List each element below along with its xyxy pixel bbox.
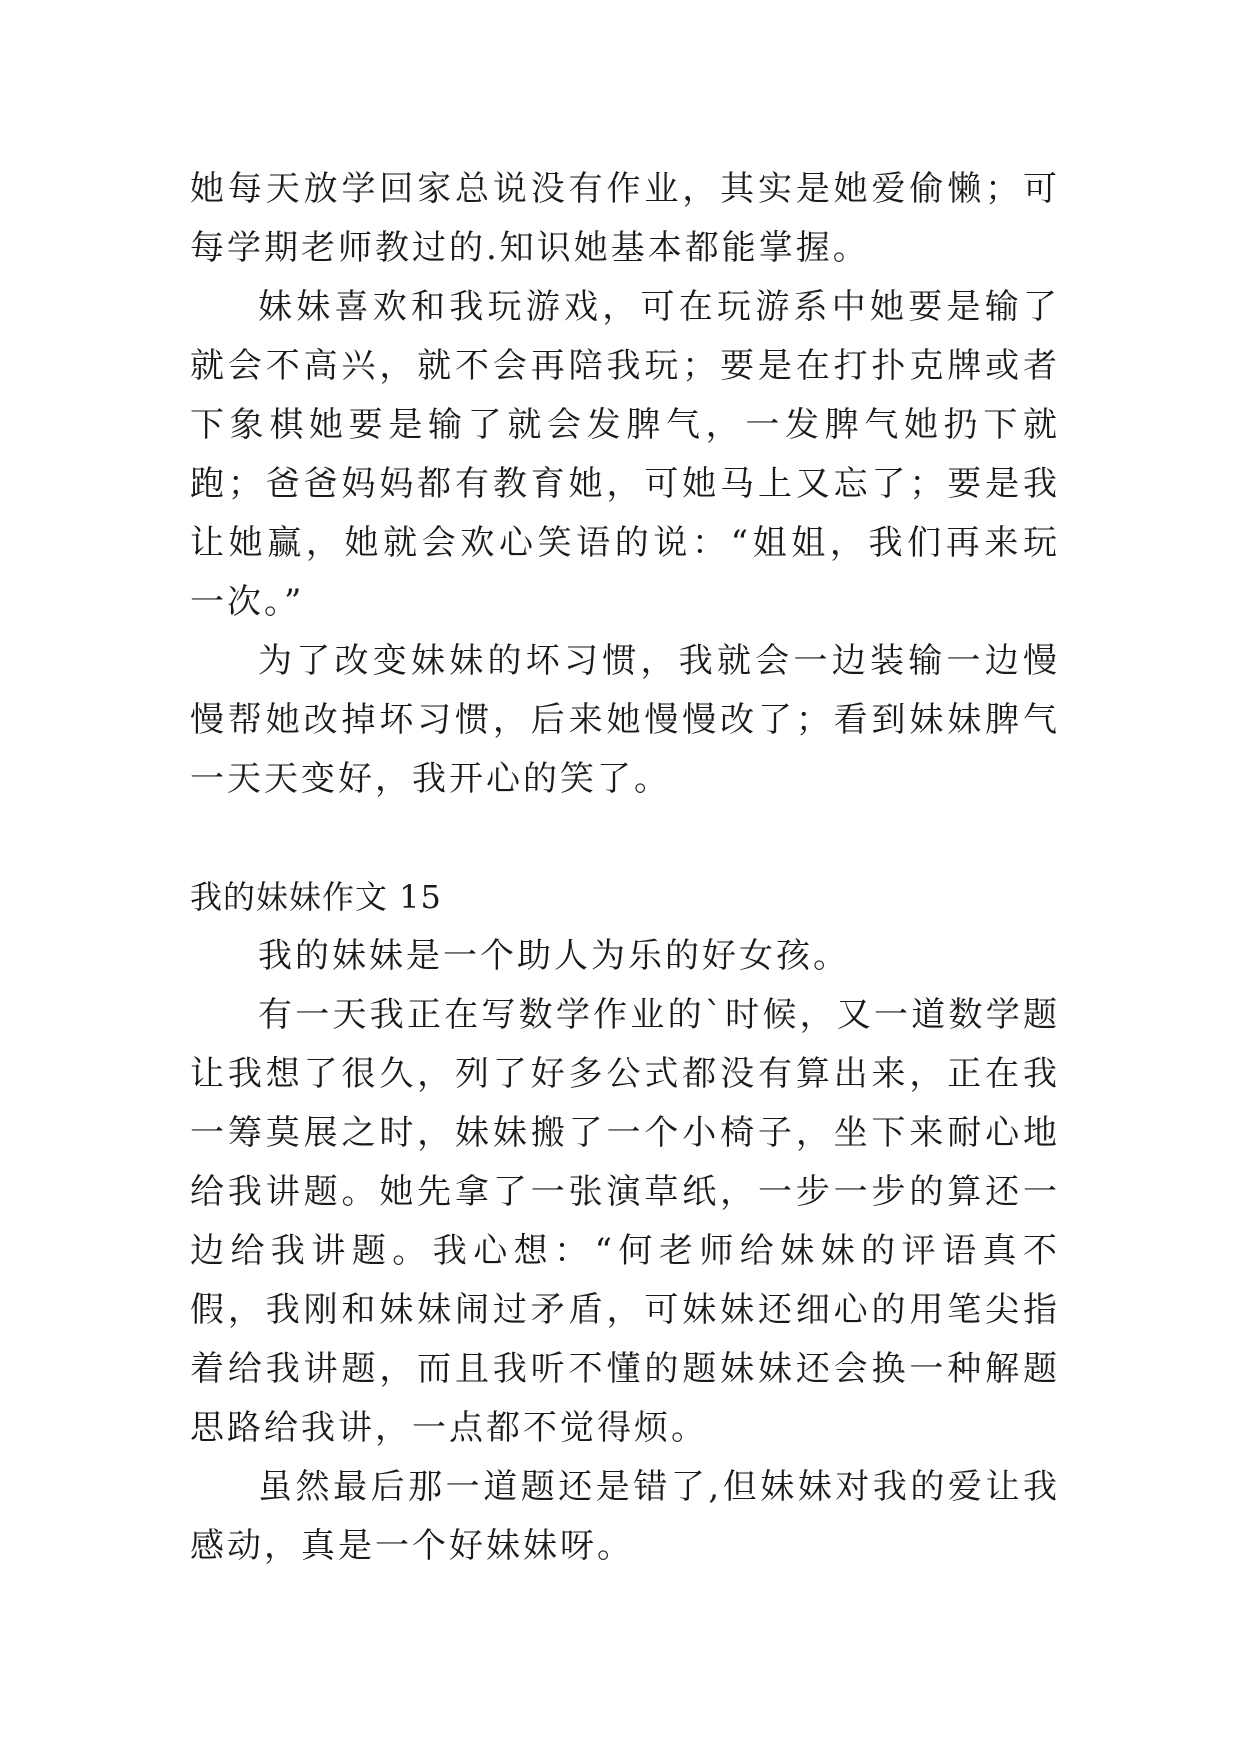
essay-title: 我的妹妹作文 15: [190, 878, 442, 916]
paragraph-habits: 为了改变妹妹的坏习惯，我就会一边装输一边慢慢帮她改掉坏习惯，后来她慢慢改了；看到妹妹脾气一天天变好，我开心的笑了。: [190, 641, 1060, 799]
paragraph-math-story: 有一天我正在写数学作业的`时候，又一道数学题让我想了很久，列了好多公式都没有算出来，正在我一筹莫展之时，妹妹搬了一个小椅子，坐下来耐心地给我讲题。她先拿了一张演草纸，一步一步的算还一边给我讲题。我心想：“何老师给妹妹的评语真不假，我刚和妹妹闹过矛盾，可妹妹还细心的用笔尖指着给我讲题，而且我听不懂的题妹妹还会换一种解题思路给我讲，一点都不觉得烦。: [190, 995, 1060, 1448]
paragraph-intro: 我的妹妹是一个助人为乐的好女孩。: [258, 936, 850, 976]
section-gap: [190, 809, 1060, 868]
paragraph-continued: 她每天放学回家总说没有作业，其实是她爱偷懒；可每学期老师教过的.知识她基本都能掌握。: [190, 169, 1060, 268]
paragraph-games: 妹妹喜欢和我玩游戏，可在玩游系中她要是输了就会不高兴，就不会再陪我玩；要是在打扑克牌或者下象棋她要是输了就会发脾气，一发脾气她扔下就跑；爸爸妈妈都有教育她，可她马上又忘了；要是我让她赢，她就会欢心笑语的说：“姐姐，我们再来玩一次。”: [190, 287, 1060, 622]
document-body: [190, 160, 1060, 1576]
paragraph-conclusion: 虽然最后那一道题还是错了,但妹妹对我的爱让我感动，真是一个好妹妹呀。: [190, 1467, 1060, 1566]
